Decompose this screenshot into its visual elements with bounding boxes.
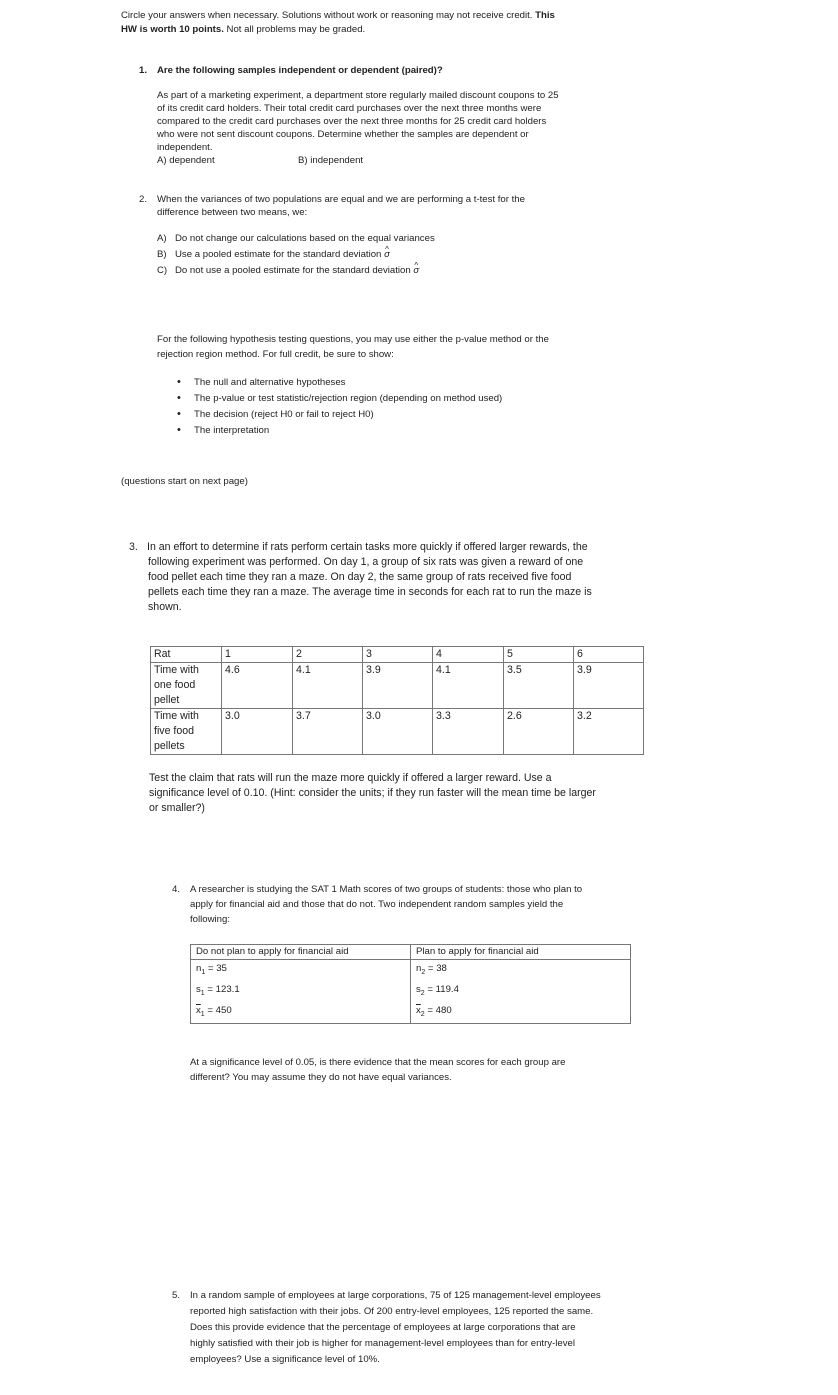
q5-line: highly satisfied with their job is higher for management-level employees than for entry-level (190, 1338, 576, 1349)
table-cell: 3.7 (293, 709, 363, 755)
table-cell: 5 (504, 647, 574, 663)
s-label: s (416, 983, 421, 995)
table-cell: 4.1 (433, 663, 504, 709)
q4-question (190, 1055, 630, 1085)
table-row (151, 709, 644, 755)
q3-line: pellets each time they ran a maze. The average time in seconds for each rat to run the maze is (148, 586, 592, 598)
n-value: = 38 (427, 963, 447, 974)
question-5 (172, 1288, 652, 1368)
q2-options (157, 232, 599, 277)
q4-question-line: different? You may assume they do not have equal variances. (190, 1072, 452, 1083)
row-label: one food (154, 679, 196, 691)
hypothesis-instructions (157, 332, 597, 440)
instructions-plain-1: Circle your answers when necessary. Solutions without work or reasoning may not receive credit. (121, 10, 533, 21)
q2-option-text: Do not change our calculations based on the equal variances (175, 233, 435, 244)
q4-line: following: (190, 914, 230, 925)
requirement-item: • The p-value or test statistic/rejection region (depending on method used) (174, 392, 597, 405)
q4-line: A researcher is studying the SAT 1 Math scores of two groups of students: those who plan to (190, 884, 583, 895)
requirement-item: • The interpretation (174, 424, 597, 437)
q2-option-c[interactable] (157, 264, 599, 277)
q2-option-text: Use a pooled estimate for the standard deviation (175, 249, 382, 260)
q1-line: who were not sent discount coupons. Determine whether the samples are dependent or (157, 129, 529, 140)
table-row (151, 647, 644, 663)
q3-line: shown. (148, 601, 182, 613)
q3-line: food pellet each time they ran a maze. On day 2, the same group of rats received five food (148, 571, 572, 583)
table-cell (411, 960, 631, 1024)
n-label: n (416, 963, 422, 974)
q3-number: 3. (129, 541, 138, 553)
row-label: Rat (154, 648, 171, 660)
table-cell: 3.9 (574, 663, 644, 709)
n-label: n (196, 963, 202, 974)
table-cell: 3.0 (363, 709, 433, 755)
question-3 (129, 540, 649, 615)
q2-option-text: Do not use a pooled estimate for the standard deviation (175, 265, 411, 276)
s-value: = 123.1 (207, 983, 240, 995)
table-cell: 1 (222, 647, 293, 663)
q2-option-letter: A) (157, 233, 167, 244)
table-cell (191, 960, 411, 1024)
q4-question-line: At a significance level of 0.05, is there evidence that the mean scores for each group are (190, 1057, 566, 1068)
q3-claim-line: Test the claim that rats will run the maze more quickly if offered a larger reward. Use a (149, 772, 552, 784)
q2-number: 2. (139, 194, 148, 205)
xbar-label: $\overline{x}$ (416, 1004, 421, 1016)
q1-option-b[interactable]: B) independent (298, 155, 364, 166)
q3-claim-line: significance level of 0.10. (Hint: consider the units; if they run faster will the mean time be larger (149, 787, 596, 799)
q3-claim (149, 771, 669, 816)
xbar-value: = 480 (427, 1004, 452, 1016)
s-label: s (196, 983, 201, 995)
q1-title: Are the following samples independent or dependent (paired)? (157, 65, 443, 76)
q3-claim-line: or smaller?) (149, 802, 205, 814)
q1-body (157, 89, 599, 167)
q3-line: following experiment was performed. On day 1, a group of six rats was given a reward of one (148, 556, 584, 568)
instructions-plain-2: Not all problems may be graded. (226, 24, 366, 35)
q5-line: employees? Use a significance level of 10%. (190, 1354, 380, 1365)
xbar-subscript: 1 (200, 1010, 205, 1018)
instructions-bold-1: This (535, 10, 555, 21)
table-cell (151, 663, 222, 709)
row-label: Time with (154, 664, 199, 676)
table-cell: 3.9 (363, 663, 433, 709)
q5-line: In a random sample of employees at large corporations, 75 of 125 management-level employees (190, 1290, 601, 1301)
table-cell: 3 (363, 647, 433, 663)
q2-option-a[interactable] (157, 232, 599, 245)
financial-aid-table (190, 944, 631, 1024)
question-1 (139, 64, 599, 167)
assignment-instructions (121, 9, 601, 37)
s-subscript: 1 (200, 989, 205, 997)
table-cell: 2 (293, 647, 363, 663)
requirement-item: • The null and alternative hypotheses (174, 376, 597, 389)
xbar-label: $\overline{x}$ (196, 1004, 201, 1016)
row-label: pellet (154, 694, 180, 706)
requirement-item: • The decision (reject H0 or fail to reject H0) (174, 408, 597, 421)
table-cell (151, 709, 222, 755)
table-row (191, 960, 631, 1024)
q2-option-b[interactable] (157, 248, 599, 261)
xbar-value: = 450 (207, 1004, 232, 1016)
table-cell: 4 (433, 647, 504, 663)
sigma-hat-symbol: ^ σ (413, 265, 419, 276)
instructions-bold-2: HW is worth 10 points. (121, 24, 224, 35)
q5-line: reported high satisfaction with their jobs. Of 200 entry-level employees, 125 reported the same. (190, 1306, 594, 1317)
question-4 (172, 882, 632, 927)
instructions-line: rejection region method. For full credit, be sure to show: (157, 349, 394, 360)
table-cell: 4.6 (222, 663, 293, 709)
row-label: Time with (154, 710, 199, 722)
question-2 (139, 193, 599, 280)
q2-line: difference between two means, we: (157, 207, 308, 218)
q1-line: compared to the credit card purchases over the next three months for 25 credit card holders (157, 116, 547, 127)
q4-line: apply for financial aid and those that do not. Two independent random samples yield the (190, 899, 564, 910)
table-row (151, 663, 644, 709)
q5-number: 5. (172, 1290, 181, 1301)
q2-option-letter: C) (157, 265, 168, 276)
q5-line: Does this provide evidence that the percentage of employees at large corporations that are (190, 1322, 576, 1333)
table-cell: 6 (574, 647, 644, 663)
row-label: pellets (154, 740, 185, 752)
n-value: = 35 (207, 963, 227, 974)
q4-number: 4. (172, 884, 181, 895)
xbar-subscript: 2 (420, 1010, 425, 1018)
table-cell: 3.5 (504, 663, 574, 709)
rat-table (150, 646, 644, 755)
q2-option-letter: B) (157, 249, 167, 260)
n-subscript: 1 (201, 968, 206, 976)
table-row (191, 945, 631, 960)
next-page-note: (questions start on next page) (121, 476, 248, 487)
sigma-hat-symbol: ^ σ (384, 249, 390, 260)
table-cell: 3.0 (222, 709, 293, 755)
row-label: five food (154, 725, 195, 737)
s-subscript: 2 (420, 989, 425, 997)
table-header: Do not plan to apply for financial aid (191, 945, 411, 960)
s-value: = 119.4 (427, 983, 459, 995)
n-subscript: 2 (421, 968, 426, 976)
q1-line: of its credit card holders. Their total credit card purchases over the next three months were (157, 103, 542, 114)
q1-number: 1. (139, 65, 148, 76)
table-cell: 3.3 (433, 709, 504, 755)
q1-line: As part of a marketing experiment, a department store regularly mailed discount coupons to 25 (157, 90, 559, 101)
q1-option-a[interactable]: A) dependent (157, 155, 215, 166)
table-cell: 3.2 (574, 709, 644, 755)
table-cell (151, 647, 222, 663)
table-cell: 4.1 (293, 663, 363, 709)
q2-line: When the variances of two populations are equal and we are performing a t-test for the (157, 194, 525, 205)
q1-line: independent. (157, 142, 213, 153)
q3-line: In an effort to determine if rats perform certain tasks more quickly if offered larger rewards, the (147, 541, 588, 553)
table-cell: 2.6 (504, 709, 574, 755)
table-header: Plan to apply for financial aid (411, 945, 631, 960)
requirements-list (174, 376, 597, 437)
instructions-line: For the following hypothesis testing questions, you may use either the p-value method or the (157, 334, 549, 345)
